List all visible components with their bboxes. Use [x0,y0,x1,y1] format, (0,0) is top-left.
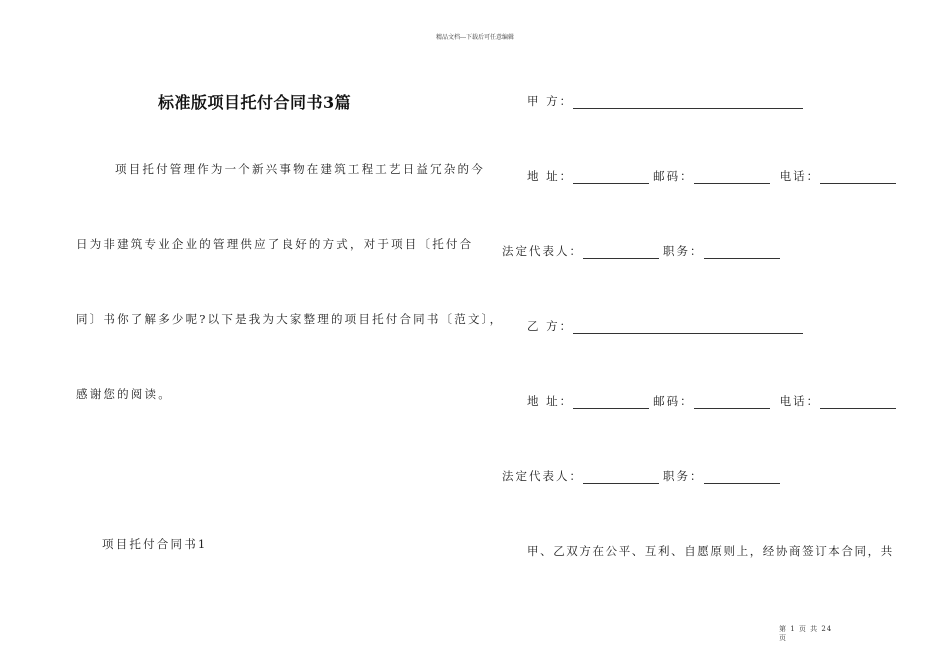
intro-line-4: 感谢您的阅读。 [76,387,172,401]
party-a-postcode-label: 邮码： [653,169,694,183]
party-b-phone-label: 电话： [779,394,821,408]
party-b-rep-row [502,468,784,484]
party-b-address-row [527,393,900,409]
agreement-line: 甲、乙双方在公平、互利、自愿原则上，经协商签订本合同，共 [527,544,894,558]
intro-line-1: 项目托付管理作为一个新兴事物在建筑工程工艺日益冗杂的今 [115,162,485,176]
party-a-position-label: 职务： [663,244,704,258]
party-b-rep-label: 法定代表人： [502,469,583,483]
party-a-phone-label: 电话： [779,169,821,183]
party-b-postcode-blank [694,396,770,409]
party-b-position-blank [704,471,780,484]
party-a-label: 甲 方： [527,94,574,108]
party-b-address-blank [573,396,649,409]
party-a-position-blank [704,246,780,259]
intro-line-3: 同〕书你了解多少呢?以下是我为大家整理的项目托付合同书〔范文〕， [76,312,504,326]
intro-line-2: 日为非建筑专业企业的管理供应了良好的方式，对于项目〔托付合 [76,237,474,251]
party-b-postcode-label: 邮码： [653,394,694,408]
party-a-blank [573,96,803,109]
party-b-phone-blank [820,396,896,409]
party-b-row [527,318,807,334]
page-number-line-1: 第 1 页 共 24 [779,625,833,633]
party-a-postcode-blank [694,171,770,184]
party-b-position-label: 职务： [663,469,704,483]
section-heading: 项目托付合同书1 [102,537,208,551]
party-a-rep-blank [583,246,659,259]
party-a-rep-row [502,243,784,259]
page-number-line-2: 页 [779,634,787,642]
party-b-label: 乙 方： [527,319,574,333]
party-b-rep-blank [583,471,659,484]
party-a-phone-blank [820,171,896,184]
party-a-row [527,93,807,109]
party-b-address-label: 地 址： [527,394,574,408]
page-header: 精品文档---下载后可任意编辑 [435,34,515,41]
party-a-address-row [527,168,900,184]
document-title: 标准版项目托付合同书3篇 [158,93,352,112]
party-a-rep-label: 法定代表人： [502,244,583,258]
party-a-address-blank [573,171,649,184]
party-a-address-label: 地 址： [527,169,574,183]
party-b-blank [573,321,803,334]
